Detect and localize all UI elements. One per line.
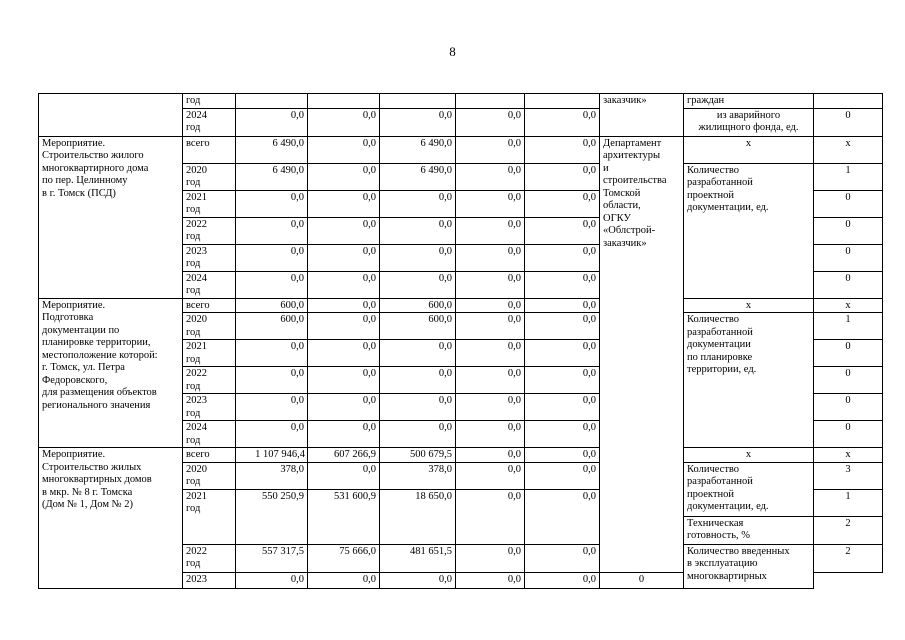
value-cell: 0,0 bbox=[456, 313, 525, 340]
target-cell: 3 bbox=[814, 462, 883, 489]
value-cell: 0,0 bbox=[308, 421, 380, 448]
department-cell: Департамент архитектуры и строительства Томской области, ОГКУ «Облстрой- заказчик» bbox=[600, 136, 684, 572]
value-cell: 0,0 bbox=[456, 217, 525, 244]
indicator-cell: Количество разработанной документации по планировке территории, ед. bbox=[684, 313, 814, 448]
activity-title: Мероприятие. Строительство жилого многоквартирного дома по пер. Целинному в г. Томск (ПСД) bbox=[39, 136, 183, 298]
value-cell: 378,0 bbox=[380, 462, 456, 489]
value-cell: 0,0 bbox=[236, 394, 308, 421]
value-cell: 0,0 bbox=[525, 421, 600, 448]
indicator-cell: Количество разработанной проектной документации, ед. bbox=[684, 163, 814, 298]
value-cell: 0,0 bbox=[525, 244, 600, 271]
value-cell: 0,0 bbox=[525, 340, 600, 367]
target-cell: 1 bbox=[814, 313, 883, 340]
program-table bbox=[38, 93, 883, 589]
value-cell: 6 490,0 bbox=[380, 136, 456, 163]
target-cell: 0 bbox=[814, 421, 883, 448]
page-number: 8 bbox=[449, 44, 456, 59]
year-cell: 2022 год bbox=[183, 217, 236, 244]
target-cell: 0 bbox=[814, 190, 883, 217]
value-cell: 0,0 bbox=[380, 367, 456, 394]
value-cell: 600,0 bbox=[236, 298, 308, 313]
indicator-cell: Техническая готовность, % bbox=[684, 516, 814, 544]
year-cell: 2023 год bbox=[183, 394, 236, 421]
value-cell: 0,0 bbox=[525, 489, 600, 544]
value-cell: 0,0 bbox=[456, 489, 525, 544]
activity-title: Мероприятие. Строительство жилых многоквартирных домов в мкр. № 8 г. Томска (Дом № 1, Дом № 2) bbox=[39, 448, 183, 589]
value-cell: 1 107 946,4 bbox=[236, 448, 308, 463]
value-cell: 0,0 bbox=[380, 244, 456, 271]
value-cell: 600,0 bbox=[380, 313, 456, 340]
target-cell: 0 bbox=[814, 367, 883, 394]
value-cell: 0,0 bbox=[308, 244, 380, 271]
value-cell: 0,0 bbox=[308, 163, 380, 190]
value-cell: 0,0 bbox=[525, 271, 600, 298]
target-cell: 1 bbox=[814, 489, 883, 516]
value-cell: 6 490,0 bbox=[236, 163, 308, 190]
value-cell: 0,0 bbox=[308, 217, 380, 244]
value-cell: 481 651,5 bbox=[380, 544, 456, 572]
value-cell: 0,0 bbox=[456, 271, 525, 298]
value-cell: 0,0 bbox=[525, 217, 600, 244]
value-cell: 0,0 bbox=[456, 421, 525, 448]
value-cell: 531 600,9 bbox=[308, 489, 380, 544]
value-cell: 0,0 bbox=[380, 572, 456, 588]
value-cell: 0,0 bbox=[456, 448, 525, 463]
year-cell: 2020 год bbox=[183, 163, 236, 190]
value-cell: 0,0 bbox=[308, 572, 380, 588]
total-label: всего bbox=[183, 448, 236, 463]
target-cell: 2 bbox=[814, 516, 883, 544]
activity-title: Мероприятие. Подготовка документации по планировке территории, местоположение которой: г. Томск, ул. Петра Федоровского, для размещения объектов регионального значения bbox=[39, 298, 183, 448]
value-cell: 0,0 bbox=[525, 313, 600, 340]
year-cell: 2021 год bbox=[183, 190, 236, 217]
value-cell: 0,0 bbox=[236, 108, 308, 136]
value-cell: 0,0 bbox=[308, 190, 380, 217]
value-cell: 0,0 bbox=[456, 190, 525, 217]
target-cell: 0 bbox=[814, 108, 883, 136]
value-cell: 0,0 bbox=[525, 163, 600, 190]
year-cell: 2024 год bbox=[183, 271, 236, 298]
value-cell: 600,0 bbox=[236, 313, 308, 340]
target-cell: х bbox=[814, 448, 883, 463]
value-cell: 0,0 bbox=[525, 190, 600, 217]
value-cell: 0,0 bbox=[308, 271, 380, 298]
value-cell: 0,0 bbox=[308, 136, 380, 163]
indicator-cell: х bbox=[684, 448, 814, 463]
value-cell bbox=[456, 94, 525, 109]
value-cell: 0,0 bbox=[525, 367, 600, 394]
value-cell: 0,0 bbox=[380, 421, 456, 448]
value-cell: 550 250,9 bbox=[236, 489, 308, 544]
target-cell: 0 bbox=[814, 340, 883, 367]
value-cell bbox=[525, 94, 600, 109]
value-cell: 607 266,9 bbox=[308, 448, 380, 463]
value-cell: 0,0 bbox=[456, 367, 525, 394]
value-cell: 600,0 bbox=[380, 298, 456, 313]
target-cell: 0 bbox=[814, 394, 883, 421]
value-cell: 0,0 bbox=[236, 271, 308, 298]
value-cell: 0,0 bbox=[308, 367, 380, 394]
value-cell: 0,0 bbox=[236, 217, 308, 244]
value-cell bbox=[380, 94, 456, 109]
value-cell: 0,0 bbox=[456, 544, 525, 572]
value-cell: 0,0 bbox=[380, 217, 456, 244]
year-cell: 2024 год bbox=[183, 421, 236, 448]
value-cell: 0,0 bbox=[236, 421, 308, 448]
value-cell: 18 650,0 bbox=[380, 489, 456, 544]
target-cell bbox=[814, 94, 883, 109]
target-cell: 0 bbox=[814, 271, 883, 298]
value-cell: 0,0 bbox=[236, 572, 308, 588]
value-cell: 0,0 bbox=[525, 108, 600, 136]
year-cell: 2023 bbox=[183, 572, 236, 588]
value-cell bbox=[236, 94, 308, 109]
indicator-cell: х bbox=[684, 136, 814, 163]
indicator-cell: х bbox=[684, 298, 814, 313]
indicator-cell: из аварийного жилищного фонда, ед. bbox=[684, 108, 814, 136]
year-cell: год bbox=[183, 94, 236, 109]
value-cell: 0,0 bbox=[456, 108, 525, 136]
value-cell: 557 317,5 bbox=[236, 544, 308, 572]
year-cell: 2022 год bbox=[183, 544, 236, 572]
value-cell: 0,0 bbox=[380, 271, 456, 298]
year-cell: 2021 год bbox=[183, 489, 236, 544]
value-cell: 0,0 bbox=[308, 462, 380, 489]
year-cell: 2024 год bbox=[183, 108, 236, 136]
value-cell: 0,0 bbox=[525, 462, 600, 489]
value-cell: 0,0 bbox=[525, 136, 600, 163]
value-cell: 0,0 bbox=[236, 367, 308, 394]
value-cell: 0,0 bbox=[380, 340, 456, 367]
target-cell: 0 bbox=[814, 244, 883, 271]
value-cell: 378,0 bbox=[236, 462, 308, 489]
value-cell: 0,0 bbox=[525, 394, 600, 421]
target-cell: 1 bbox=[814, 163, 883, 190]
value-cell: 0,0 bbox=[456, 298, 525, 313]
value-cell: 0,0 bbox=[456, 244, 525, 271]
value-cell: 0,0 bbox=[456, 163, 525, 190]
value-cell: 0,0 bbox=[308, 340, 380, 367]
value-cell: 0,0 bbox=[308, 298, 380, 313]
year-cell: 2022 год bbox=[183, 367, 236, 394]
value-cell: 500 679,5 bbox=[380, 448, 456, 463]
year-cell: 2023 год bbox=[183, 244, 236, 271]
value-cell: 0,0 bbox=[236, 244, 308, 271]
activity-cell-empty bbox=[39, 94, 183, 137]
total-label: всего bbox=[183, 298, 236, 313]
value-cell: 0,0 bbox=[456, 136, 525, 163]
value-cell: 0,0 bbox=[456, 462, 525, 489]
value-cell: 6 490,0 bbox=[380, 163, 456, 190]
value-cell: 0,0 bbox=[525, 298, 600, 313]
target-cell: х bbox=[814, 136, 883, 163]
indicator-cell: Количество введенных в эксплуатацию многоквартирных bbox=[684, 544, 814, 588]
indicator-cell: граждан bbox=[684, 94, 814, 109]
value-cell: 0,0 bbox=[308, 313, 380, 340]
value-cell: 0,0 bbox=[525, 572, 600, 588]
value-cell: 0,0 bbox=[525, 544, 600, 572]
target-cell: 0 bbox=[814, 217, 883, 244]
dept-cell-top: заказчик» bbox=[600, 94, 684, 137]
target-cell: 0 bbox=[600, 572, 684, 588]
value-cell: 75 666,0 bbox=[308, 544, 380, 572]
year-cell: 2020 год bbox=[183, 313, 236, 340]
value-cell: 0,0 bbox=[236, 340, 308, 367]
year-cell: 2020 год bbox=[183, 462, 236, 489]
value-cell: 0,0 bbox=[308, 108, 380, 136]
target-cell: х bbox=[814, 298, 883, 313]
value-cell: 0,0 bbox=[236, 190, 308, 217]
value-cell: 0,0 bbox=[456, 340, 525, 367]
value-cell: 0,0 bbox=[380, 108, 456, 136]
target-cell: 2 bbox=[814, 544, 883, 572]
year-cell: 2021 год bbox=[183, 340, 236, 367]
value-cell: 6 490,0 bbox=[236, 136, 308, 163]
total-label: всего bbox=[183, 136, 236, 163]
value-cell: 0,0 bbox=[380, 190, 456, 217]
value-cell: 0,0 bbox=[525, 448, 600, 463]
value-cell bbox=[308, 94, 380, 109]
value-cell: 0,0 bbox=[456, 572, 525, 588]
indicator-cell: Количество разработанной проектной документации, ед. bbox=[684, 462, 814, 516]
value-cell: 0,0 bbox=[456, 394, 525, 421]
value-cell: 0,0 bbox=[308, 394, 380, 421]
value-cell: 0,0 bbox=[380, 394, 456, 421]
